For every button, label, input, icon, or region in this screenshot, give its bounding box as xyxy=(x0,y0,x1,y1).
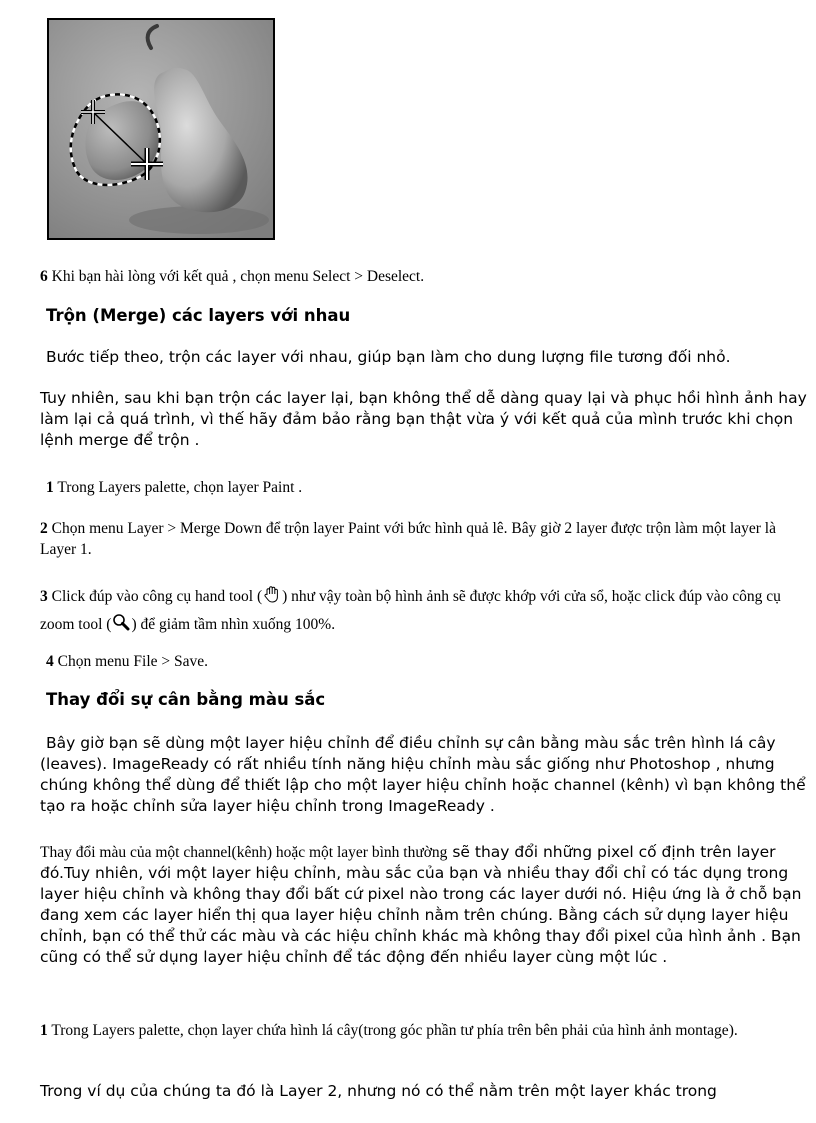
merge-step-4: 4 Chọn menu File > Save. xyxy=(46,653,209,670)
zoom-tool-icon xyxy=(111,612,131,640)
merge-intro: Bước tiếp theo, trộn các layer với nhau, giúp bạn làm cho dung lượng file tương đối nhỏ. xyxy=(46,348,731,366)
merge-step-1: 1 Trong Layers palette, chọn layer Paint . xyxy=(46,479,303,496)
step-6: 6 Khi bạn hài lòng với kết quả , chọn menu Select > Deselect. xyxy=(40,268,425,285)
pear-image xyxy=(49,20,273,238)
color-step-1: 1 Trong Layers palette, chọn layer chứa hình lá cây(trong góc phần tư phía trên bên phải của hình ảnh montage). xyxy=(40,1022,738,1039)
example-note: Trong ví dụ của chúng ta đó là Layer 2, nhưng nó có thể nằm trên một layer khác trong xyxy=(40,1082,717,1100)
merge-step-3: 3 Click đúp vào công cụ hand tool ( ) như vậy toàn bộ hình ảnh sẽ được khớp với cửa sổ, hoặc click đúp vào công cụ zoom tool ( ) để giảm tầm nhìn xuống 100%. xyxy=(40,584,808,640)
hand-tool-icon xyxy=(262,584,282,612)
section-heading-color-balance: Thay đổi sự cân bằng màu sắc xyxy=(46,690,326,709)
section-heading-merge: Trộn (Merge) các layers với nhau xyxy=(46,306,351,325)
color-balance-intro: Bây giờ bạn sẽ dùng một layer hiệu chỉnh để điều chỉnh sự cân bằng màu sắc trên hình lá cây (leaves). ImageReady có rất nhiều tính năng hiệu chỉnh màu sắc giống như Photoshop , nhưng chúng không thể dùng để thiết lập cho một layer hiệu chỉnh hoặc channel (kênh) vì bạn không thể tạo ra hoặc chỉnh sửa layer hiệu chỉnh trong ImageReady . xyxy=(40,734,806,815)
pear-selection-figure xyxy=(47,18,275,240)
adjustment-layer-explanation: Thay đổi màu của một channel(kênh) hoặc một layer bình thường sẽ thay đổi những pixel cố định trên layer đó.Tuy nhiên, với một layer hiệu chỉnh, màu sắc của bạn và nhiều thay đổi chỉ có tác dụng trong layer hiệu chỉnh và không thay đổi bất cứ pixel nào trong các layer dưới nó. Hiệu ứng là ở chỗ bạn đang xem các layer hiển thị qua layer hiệu chỉnh nằm trên chúng. Bằng cách sử dụng layer hiệu chỉnh, bạn có thể thử các màu và các hiệu chỉnh khác mà không thay đổi pixel của hình ảnh . Bạn cũng có thể sử dụng layer hiệu chỉnh để tác động đến nhiều layer cùng một lúc . xyxy=(40,843,802,966)
merge-warning: Tuy nhiên, sau khi bạn trộn các layer lại, bạn không thể dễ dàng quay lại và phục hồi hình ảnh hay làm lại cả quá trình, vì thế hãy đảm bảo rằng bạn thật vừa ý với kết quả của mình trước khi chọn lệnh merge để trộn . xyxy=(40,389,807,449)
merge-step-2: 2 Chọn menu Layer > Merge Down để trộn layer Paint với bức hình quả lê. Bây giờ 2 layer được trộn làm một layer là Layer 1. xyxy=(40,520,776,558)
